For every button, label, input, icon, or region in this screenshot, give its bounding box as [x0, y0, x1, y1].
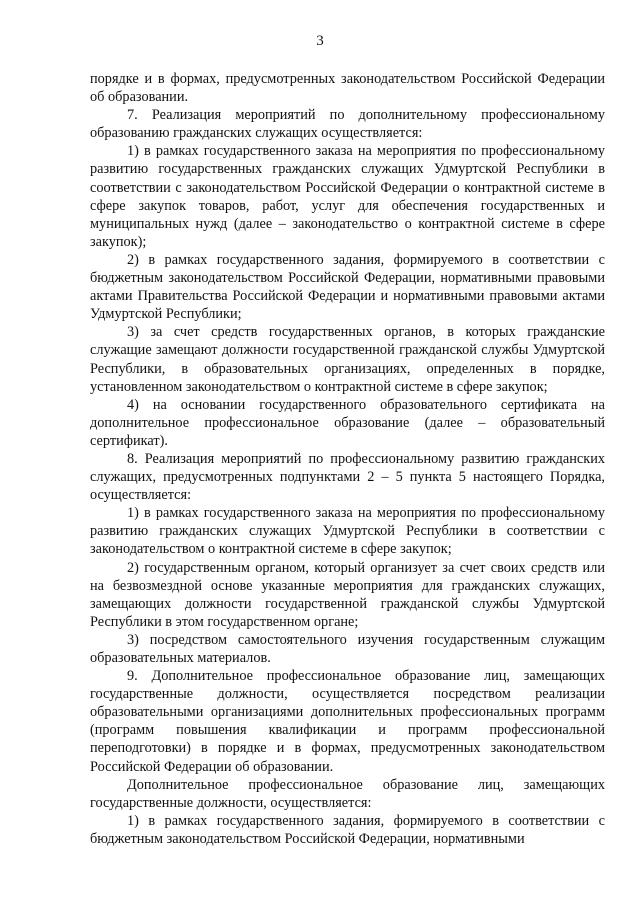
paragraph-8-1: 1) в рамках государственного заказа на мероприятия по профессиональному развитию гражданских служащих Удмуртской Республики в соответствии с законодательством о контрактной системе в сфере закупок; — [90, 505, 605, 558]
paragraph-8-2: 2) государственным органом, который организует за счет своих средств или на безвозмездной основе указанные мероприятия для гражданских служащих, замещающих должности государственной гражданской службы Удмуртской Республики в этом государственном органе; — [90, 559, 605, 630]
paragraph-9-intro: Дополнительное профессиональное образование лиц, замещающих государственные должности, осуществляется: — [90, 776, 605, 811]
paragraph-7-4: 4) на основании государственного образовательного сертификата на дополнительное профессиональное образование (далее – образовательный сертификат). — [90, 396, 605, 449]
paragraph-item-8: 8. Реализация мероприятий по профессиональному развитию гражданских служащих, предусмотренных подпунктами 2 – 5 пункта 5 настоящего Порядка, осуществляется: — [90, 450, 605, 504]
paragraph-8-3: 3) посредством самостоятельного изучения государственным служащим образовательных материалов. — [90, 631, 605, 666]
paragraph-7-2: 2) в рамках государственного задания, формируемого в соответствии с бюджетным законодательством Российской Федерации, нормативными правовыми актами Правительства Российской Федерации и нормативными правовыми актами Удмуртской Республики; — [90, 251, 605, 323]
paragraph-7-3: 3) за счет средств государственных органов, в которых гражданские служащие замещают должности государственной гражданской службы Удмуртской Республики, в образовательных организациях, определенных в порядке, установленном законодательством о контрактной системе в сфере закупок; — [90, 324, 605, 395]
paragraph-9-1: 1) в рамках государственного задания, формируемого в соответствии с бюджетным законодательством Российской Федерации, нормативными — [90, 812, 605, 847]
paragraph-item-9: 9. Дополнительное профессиональное образование лиц, замещающих государственные должности, осуществляется посредством реализации образовательными организациями дополнительных профессиональных программ (программ повышения квалификации и программ профессиональной переподготовки) в порядке и в формах, предусмотренных законодательством Российской Федерации об образовании. — [90, 668, 605, 775]
paragraph-continuation: порядке и в формах, предусмотренных законодательством Российской Федерации об образовании. — [90, 71, 605, 106]
paragraph-item-7: 7. Реализация мероприятий по дополнительному профессиональному образованию гражданских служащих осуществляется: — [90, 107, 605, 142]
page-number: 3 — [316, 33, 324, 49]
paragraph-7-1: 1) в рамках государственного заказа на мероприятия по профессиональному развитию государственных гражданских служащих Удмуртской Республики в соответствии с законодательством Российской Федерации о контрактной системе в сфере закупок товаров, работ, услуг для обеспечения государственных и муниципальных нужд (далее – законодательство о контрактной системе в сфере закупок); — [90, 143, 605, 250]
document-body — [90, 70, 605, 848]
